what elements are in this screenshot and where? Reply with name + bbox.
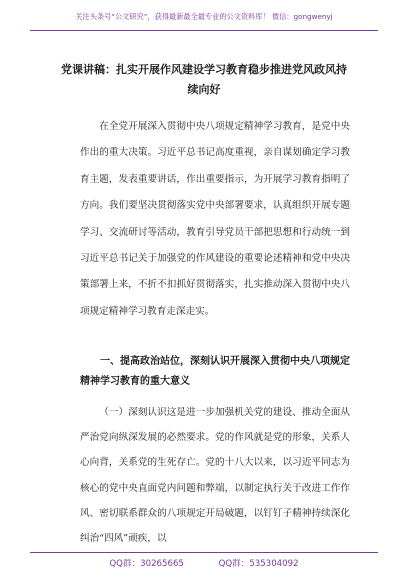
header-text: 关注头条号“公文研究”，获得最新最全最专业的公文资料库！ 微信：gongwenyj [75,12,333,21]
page-header [30,8,378,31]
page-footer [30,552,378,575]
section-1-paragraph: （一）深刻认识这是进一步加强机关党的建设、推动全面从严治党向纵深发展的必然要求。党的作风就是党的形象，关系人心向背，关系党的生死存亡。党的十八大以来，以习近平同志为核心的党中央直面党内问题和弊端，以制定执行关于改进工作作风、密切联系群众的八项规定开局破题，以钉钉子精神持续深化纠治“四风”顽疾，以 [80,407,350,545]
qq-group-2: QQ群：535304092 [218,559,299,569]
document-title: 党课讲稿：扎实开展作风建设学习教育稳步推进党风政风持续向好 [61,63,347,96]
section-1-heading: 一、提高政治站位，深刻认识开展深入贯彻中央八项规定精神学习教育的重大意义 [80,356,350,387]
qq-group-1: QQ群：30265665 [109,559,184,569]
intro-paragraph: 在全党开展深入贯彻中央八项规定精神学习教育，是党中央作出的重大决策。习近平总书记高度重视，亲自谋划确定学习教育主题，发表重要讲话，作出重要指示，为开展学习教育指明了方向。我们要坚决贯彻落实党中央部署要求，认真组织开展专题学习、交流研讨等活动，教育引导党员干部把思想和行动统一到习近平总书记关于加强党的作风建设的重要论述精神和党中央决策部署上来，不折不扣抓好贯彻落实，扎实推动深入贯彻中央八项规定精神学习教育走深走实。 [80,121,350,317]
